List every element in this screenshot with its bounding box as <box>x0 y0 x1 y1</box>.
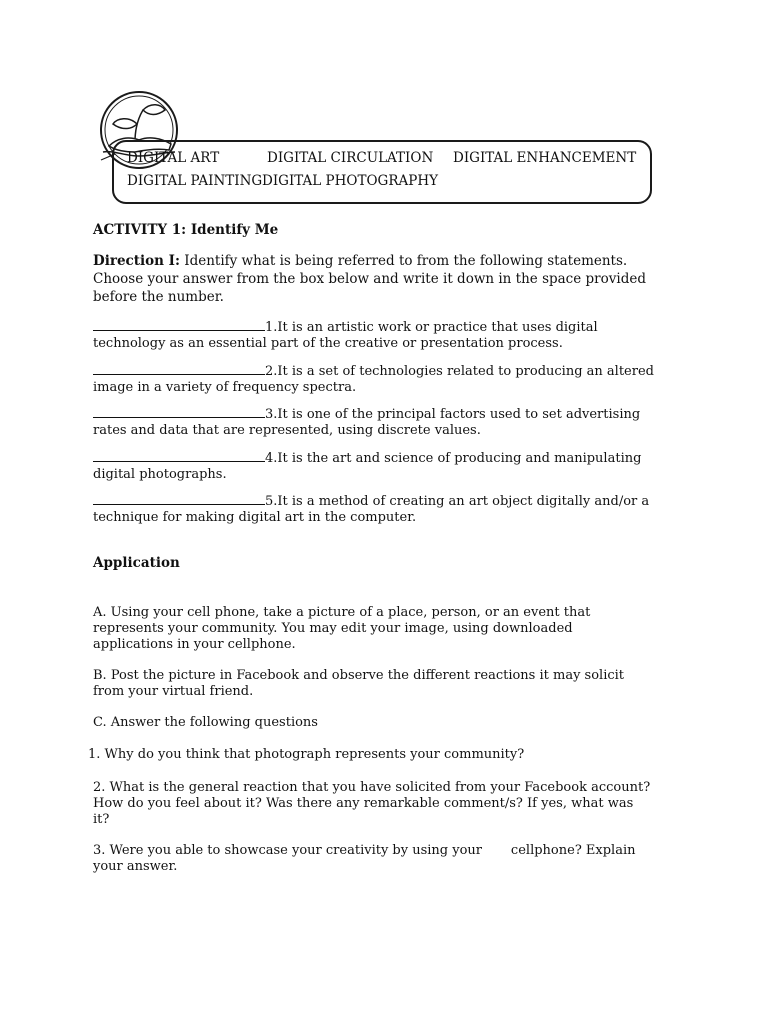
item-line-2: technique for making digital art in the computer. <box>93 510 417 525</box>
choice-digital-art: DIGITAL ART <box>127 150 220 166</box>
application-step-c: C. Answer the following questions <box>93 715 318 730</box>
choice-digital-enhancement: DIGITAL ENHANCEMENT <box>453 150 637 166</box>
choice-digital-painting: DIGITAL PAINTING <box>127 173 263 189</box>
answer-blank[interactable] <box>93 362 265 375</box>
choice-digital-photography: DIGITAL PHOTOGRAPHY <box>262 173 439 189</box>
question-3-line-2: your answer. <box>93 859 178 874</box>
direction-text-1: Identify what is being referred to from the following statements. <box>179 253 628 269</box>
application-step-b <box>93 668 624 700</box>
direction-text-2: Choose your answer from the box below and write it down in the space provided <box>93 271 646 287</box>
question-2-line-3: it? <box>93 812 110 827</box>
step-a-line-1: A. Using your cell phone, take a picture of a place, person, or an event that <box>93 605 591 620</box>
question-item-1 <box>93 318 693 352</box>
item-line-2: technology as an essential part of the creative or presentation process. <box>93 336 563 351</box>
question-3 <box>93 843 636 875</box>
question-2 <box>93 780 650 828</box>
step-b-line-2: from your virtual friend. <box>93 684 254 699</box>
direction-label: Direction I: <box>93 253 180 269</box>
item-line-1: It is a set of technologies related to producing an altered <box>277 364 654 379</box>
direction-paragraph <box>93 252 646 306</box>
step-b-line-1: B. Post the picture in Facebook and observe the different reactions it may solicit <box>93 668 625 683</box>
item-line-2: rates and data that are represented, using discrete values. <box>93 423 481 438</box>
step-a-line-2: represents your community. You may edit your image, using downloaded <box>93 621 573 636</box>
question-item-3 <box>93 405 693 439</box>
item-line-1: It is the art and science of producing and manipulating <box>277 451 642 466</box>
question-3-line-1: 3. Were you able to showcase your creativity by using your cellphone? Explain <box>93 843 636 858</box>
item-line-1: It is a method of creating an art object digitally and/or a <box>277 494 650 509</box>
activity-title: ACTIVITY 1: Identify Me <box>93 222 279 238</box>
item-line-2: image in a variety of frequency spectra. <box>93 380 357 395</box>
question-2-line-1: 2. What is the general reaction that you have solicited from your Facebook account? <box>93 780 651 795</box>
answer-blank[interactable] <box>93 318 265 331</box>
question-2-line-2: How do you feel about it? Was there any remarkable comment/s? If yes, what was <box>93 796 634 811</box>
item-number: 4. <box>265 451 278 466</box>
answer-blank[interactable] <box>93 405 265 418</box>
step-a-line-3: applications in your cellphone. <box>93 637 296 652</box>
question-item-4 <box>93 449 693 483</box>
item-line-2: digital photographs. <box>93 467 227 482</box>
item-line-1: It is one of the principal factors used to set advertising <box>277 407 641 422</box>
item-line-1: It is an artistic work or practice that uses digital <box>277 320 598 335</box>
item-number: 2. <box>265 364 278 379</box>
question-1: 1. Why do you think that photograph represents your community? <box>88 747 525 762</box>
question-item-5 <box>93 492 693 526</box>
item-number: 5. <box>265 494 278 509</box>
item-number: 1. <box>265 320 278 335</box>
item-number: 3. <box>265 407 278 422</box>
direction-text-3: before the number. <box>93 289 224 305</box>
application-step-a <box>93 605 590 653</box>
question-item-2 <box>93 362 693 396</box>
application-title: Application <box>93 555 180 571</box>
choice-digital-circulation: DIGITAL CIRCULATION <box>267 150 434 166</box>
answer-blank[interactable] <box>93 492 265 505</box>
answer-blank[interactable] <box>93 449 265 462</box>
